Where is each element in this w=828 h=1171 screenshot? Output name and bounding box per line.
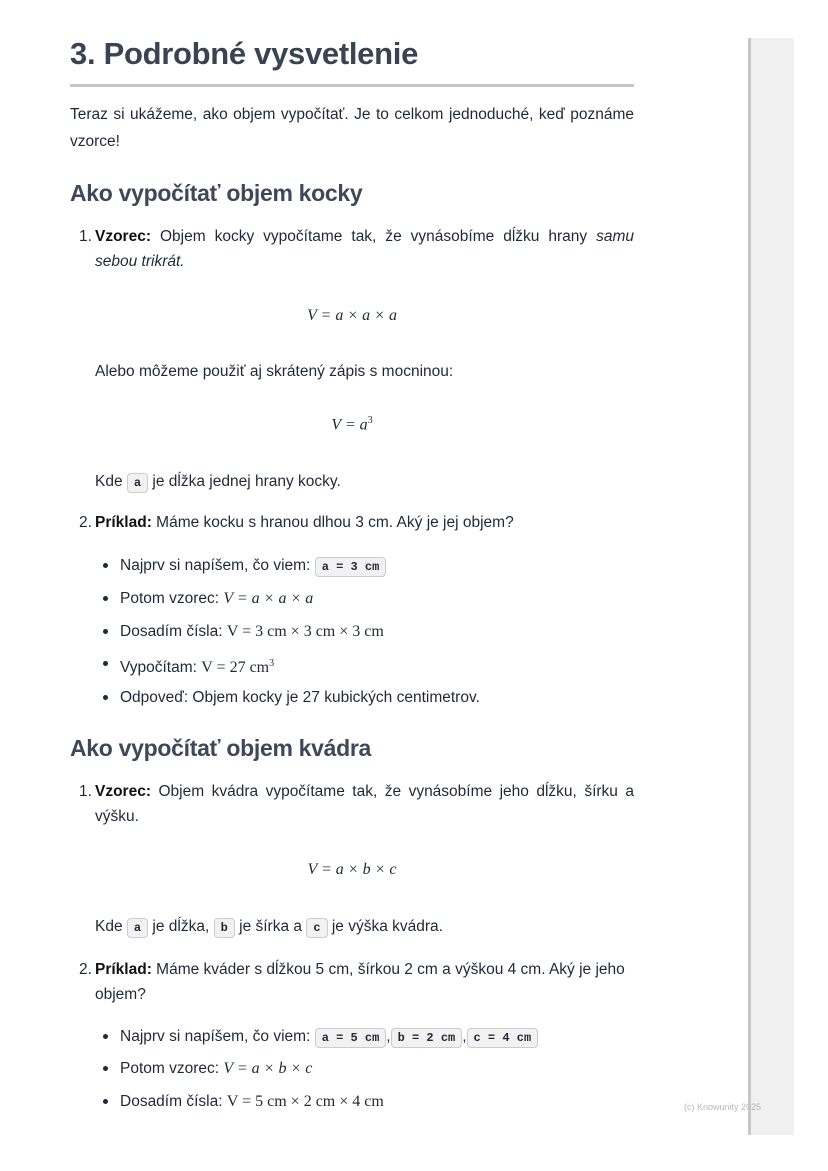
- footer-copyright: (c) Knowunity 2025: [684, 1102, 762, 1112]
- formula: V = a × b × c: [307, 861, 397, 878]
- text: Kde: [95, 473, 123, 490]
- separator: ,: [386, 1028, 391, 1045]
- formula: V = 27 cm: [201, 659, 270, 677]
- formula: V = 3 cm × 3 cm × 3 cm: [226, 623, 384, 640]
- cube-alt-text: Alebo môžeme použiť aj skrátený zápis s mocninou:: [95, 363, 454, 380]
- cube-where: [95, 469, 634, 496]
- page-title: 3. Podrobné vysvetlenie: [70, 36, 419, 71]
- bullet-item: [120, 553, 634, 580]
- code: a = 3 cm: [315, 557, 387, 577]
- title-divider: [70, 84, 634, 87]
- code: b = 2 cm: [391, 1028, 463, 1048]
- text: Kde: [95, 918, 123, 935]
- bullet-item: [120, 1056, 634, 1081]
- text: Potom vzorec:: [120, 1060, 220, 1077]
- cube-item-formula: [79, 224, 634, 274]
- code-a: a: [127, 918, 148, 938]
- bullet-item: [120, 1024, 634, 1051]
- text: Dosadím čísla:: [120, 1093, 223, 1110]
- cuboid-item-example: [79, 957, 634, 1007]
- exponent: 3: [367, 415, 373, 426]
- text: Máme kváder s dĺžkou 5 cm, šírkou 2 cm a výškou 4 cm. Aký je jeho objem?: [95, 961, 625, 1003]
- text: Objem kvádra vypočítame tak, že vynásobíme jeho dĺžku, šírku a výšku.: [95, 783, 634, 825]
- bullet-item: [120, 1089, 634, 1114]
- text: Vypočítam:: [120, 659, 197, 677]
- cube-formula: [70, 307, 634, 325]
- code-a: a: [127, 473, 148, 493]
- code-c: c: [306, 918, 327, 938]
- label: Príklad:: [95, 514, 152, 531]
- separator: ,: [462, 1028, 467, 1045]
- bullet-item: [120, 619, 634, 644]
- text: je dĺžka,: [152, 918, 210, 935]
- formula: V = a × b × c: [223, 1060, 313, 1077]
- formula: V = a × a × a: [307, 307, 397, 324]
- side-panel: [748, 38, 794, 1135]
- label: Vzorec:: [95, 228, 151, 245]
- intro-paragraph: Teraz si ukážeme, ako objem vypočítať. Je to celkom jednoduché, keď poznáme vzorce!: [70, 106, 634, 150]
- list-number: 2.: [79, 961, 92, 978]
- label: Príklad:: [95, 961, 152, 978]
- cube-item-example: [79, 510, 634, 535]
- text: je šírka a: [239, 918, 303, 935]
- text: je dĺžka jednej hrany kocky.: [152, 473, 341, 490]
- cuboid-formula: [70, 861, 634, 879]
- label: Vzorec:: [95, 783, 151, 800]
- cuboid-item-formula: [79, 779, 634, 829]
- code: a = 5 cm: [315, 1028, 387, 1048]
- italic-text: samu sebou trikrát.: [95, 228, 634, 270]
- bullet-item: [120, 586, 634, 611]
- text: Najprv si napíšem, čo viem:: [120, 557, 311, 574]
- cube-heading: Ako vypočítať objem kocky: [70, 180, 363, 206]
- exponent: 3: [269, 658, 275, 669]
- text: je výška kvádra.: [331, 918, 443, 935]
- list-number: 1.: [79, 228, 92, 245]
- text: Najprv si napíšem, čo viem:: [120, 1028, 311, 1045]
- cuboid-heading: Ako vypočítať objem kvádra: [70, 735, 372, 761]
- formula: V = 5 cm × 2 cm × 4 cm: [226, 1093, 384, 1110]
- text: Máme kocku s hranou dlhou 3 cm. Aký je jej objem?: [156, 514, 514, 531]
- formula: V = a × a × a: [223, 590, 314, 607]
- bullet-item: Odpoveď: Objem kocky je 27 kubických centimetrov.: [120, 685, 634, 710]
- bullet-item: [120, 651, 634, 680]
- formula: V = a: [331, 416, 368, 434]
- code-b: b: [214, 918, 235, 938]
- text: Objem kocky vypočítame tak, že vynásobíme dĺžku hrany: [159, 228, 588, 245]
- code: c = 4 cm: [467, 1028, 539, 1048]
- text: Potom vzorec:: [120, 590, 220, 607]
- cube-power-formula: [70, 415, 634, 434]
- text: Dosadím čísla:: [120, 623, 223, 640]
- list-number: 2.: [79, 514, 92, 531]
- list-number: 1.: [79, 783, 92, 800]
- cuboid-where: [95, 914, 634, 941]
